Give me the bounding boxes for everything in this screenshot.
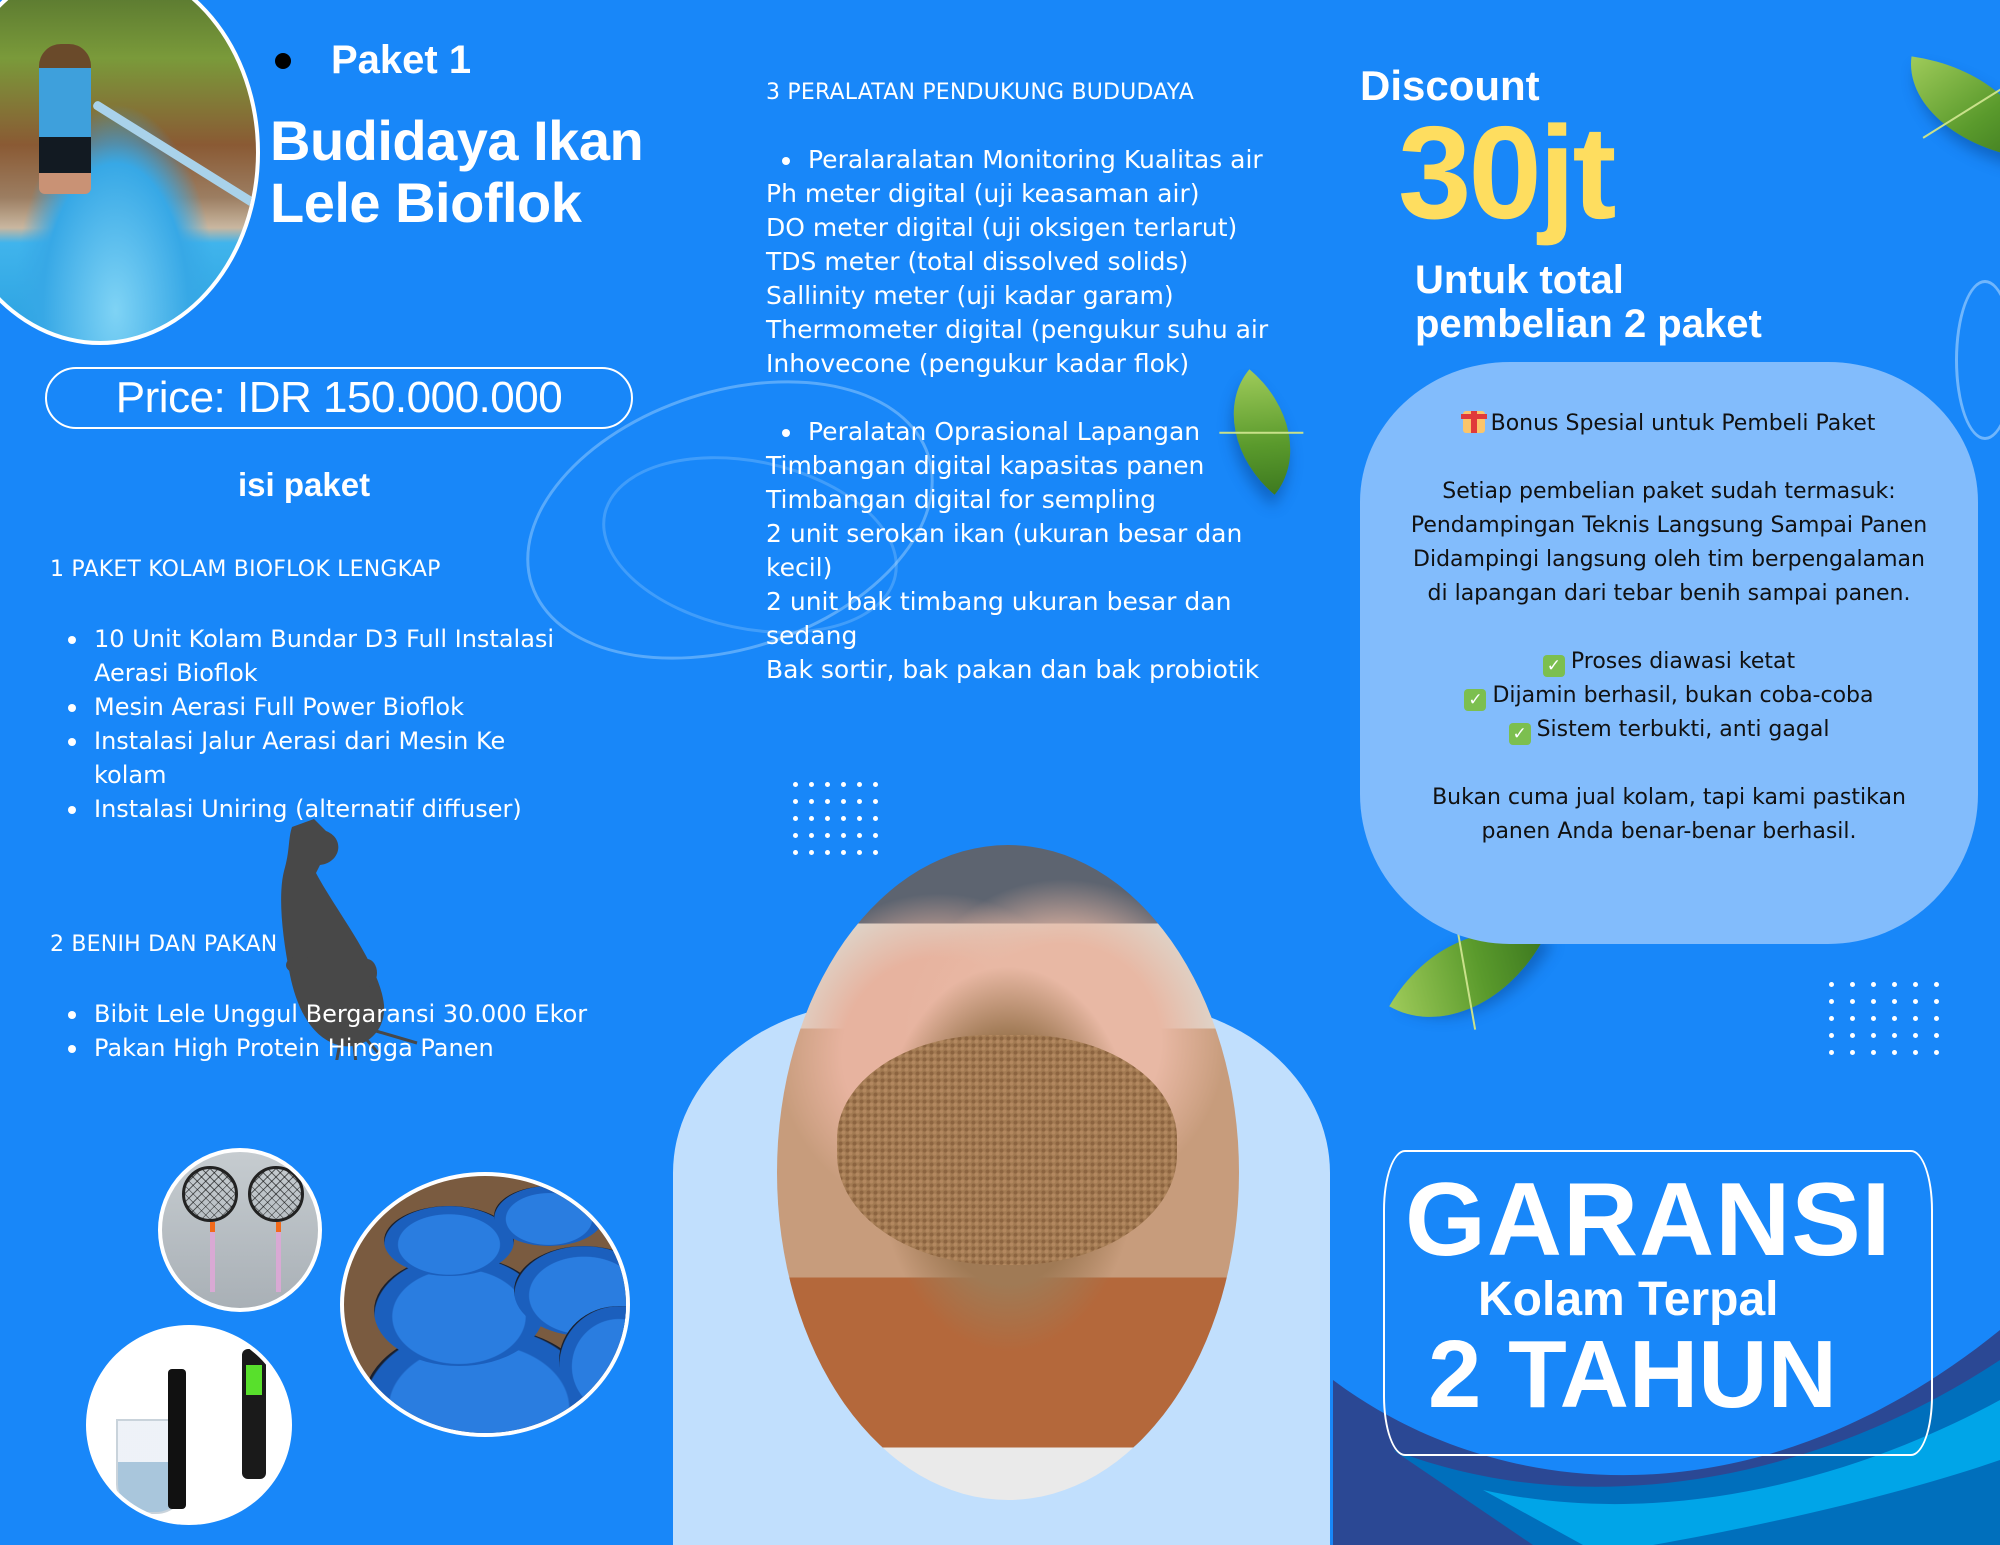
fish-nets-photo	[158, 1148, 322, 1312]
equipment-item: Inhovecone (pengukur kadar flok)	[766, 349, 1190, 378]
seed-feed-list	[50, 997, 590, 1065]
price-label: Price: IDR 150.000.000	[115, 373, 563, 422]
gift-icon	[1463, 411, 1485, 433]
pond-package-list	[50, 622, 570, 826]
discount-condition-line: pembelian 2 paket	[1415, 302, 1762, 346]
water-quality-meter-photo	[86, 1325, 292, 1525]
price-badge	[45, 367, 633, 429]
equipment-group-title: Peralatan Oprasional Lapangan	[766, 415, 1286, 449]
title-line: Budidaya Ikan	[270, 109, 644, 172]
equipment-item: Thermometer digital (pengukur suhu air	[766, 315, 1269, 344]
bonus-text: Didampingi langsung oleh tim berpengalaman	[1413, 547, 1925, 572]
bonus-card	[1360, 362, 1978, 944]
net-handle	[276, 1222, 281, 1292]
spacer	[1360, 441, 1978, 475]
bullet-icon	[275, 53, 291, 69]
meter-screen	[246, 1365, 262, 1395]
package-heading	[275, 38, 471, 83]
page-title	[270, 110, 643, 234]
equipment-item: Timbangan digital for sempling	[766, 485, 1157, 514]
bonus-title-text: Bonus Spesial untuk Pembeli Paket	[1490, 411, 1876, 436]
spacer	[1360, 611, 1978, 645]
package-label: Paket 1	[331, 38, 472, 82]
tarpaulin-tanks-photo	[340, 1172, 630, 1437]
list-item: Bibit Lele Unggul Bergaransi 30.000 Ekor	[50, 997, 590, 1031]
discount-amount: 30jt	[1398, 99, 1614, 246]
section-heading-equipment: 3 PERALATAN PENDUKUNG BUDUDAYA	[766, 80, 1194, 105]
tank	[494, 1186, 604, 1246]
feed-pellets	[837, 1035, 1177, 1265]
meter-probe	[168, 1369, 186, 1509]
equipment-item: DO meter digital (uji oksigen terlarut)	[766, 213, 1238, 242]
pool-cleaning-photo	[0, 0, 260, 345]
discount-condition-line: Untuk total	[1415, 258, 1624, 302]
net-handle	[210, 1222, 215, 1292]
section-heading-pond-package: 1 PAKET KOLAM BIOFLOK LENGKAP	[50, 557, 441, 582]
check-icon: ✓	[1464, 689, 1486, 711]
guarantee-title: GARANSI	[1405, 1162, 1892, 1278]
bonus-text: Pendampingan Teknis Langsung Sampai Panen	[1410, 513, 1928, 538]
spacer	[1360, 747, 1978, 781]
equipment-list	[766, 143, 1286, 687]
bonus-closing: Bukan cuma jual kolam, tapi kami pastikan	[1432, 785, 1906, 810]
check-text: Proses diawasi ketat	[1570, 649, 1796, 674]
bonus-title	[1360, 407, 1978, 441]
guarantee-duration: 2 TAHUN	[1428, 1321, 1837, 1428]
dot-pattern-decoration	[793, 782, 879, 855]
equipment-item: 2 unit serokan ikan (ukuran besar dan kecil)	[766, 519, 1243, 582]
bonus-check-item	[1360, 713, 1978, 747]
bonus-text: Setiap pembelian paket sudah termasuk:	[1442, 479, 1896, 504]
equipment-item: Sallinity meter (uji kadar garam)	[766, 281, 1174, 310]
net-ring	[182, 1166, 238, 1222]
spacer	[766, 381, 1286, 415]
dot-pattern-decoration	[1829, 982, 1940, 1055]
equipment-item: Timbangan digital kapasitas panen	[766, 451, 1205, 480]
check-text: Dijamin berhasil, bukan coba-coba	[1492, 683, 1874, 708]
net-ring	[248, 1166, 304, 1222]
leaf-decoration	[1900, 56, 2000, 158]
equipment-group-title: Peralaralatan Monitoring Kualitas air	[766, 143, 1286, 177]
equipment-item: Ph meter digital (uji keasaman air)	[766, 179, 1200, 208]
contents-heading: isi paket	[238, 466, 371, 503]
bonus-closing: panen Anda benar-benar berhasil.	[1481, 819, 1857, 844]
check-icon: ✓	[1543, 655, 1565, 677]
list-item: Instalasi Jalur Aerasi dari Mesin Ke kolam	[50, 724, 570, 792]
list-item: Instalasi Uniring (alternatif diffuser)	[50, 792, 570, 826]
person-figure	[39, 44, 91, 194]
fish-feed-pellets-photo	[777, 845, 1239, 1500]
section-heading-seed-feed: 2 BENIH DAN PAKAN	[50, 932, 278, 957]
guarantee-subtitle: Kolam Terpal	[1478, 1273, 1779, 1326]
bonus-check-item	[1360, 679, 1978, 713]
equipment-item: TDS meter (total dissolved solids)	[766, 247, 1189, 276]
equipment-item: Bak sortir, bak pakan dan bak probiotik	[766, 655, 1260, 684]
bonus-check-item	[1360, 645, 1978, 679]
check-icon: ✓	[1509, 723, 1531, 745]
equipment-item: 2 unit bak timbang ukuran besar dan sedang	[766, 587, 1232, 650]
bonus-text: di lapangan dari tebar benih sampai panen.	[1427, 581, 1911, 606]
list-item: Pakan High Protein Hingga Panen	[50, 1031, 590, 1065]
check-text: Sistem terbukti, anti gagal	[1536, 717, 1830, 742]
title-line: Lele Bioflok	[270, 171, 582, 234]
pool-pole	[92, 100, 258, 208]
discount-condition	[1415, 258, 1762, 346]
discount-label: Discount	[1360, 62, 1540, 109]
list-item: 10 Unit Kolam Bundar D3 Full Instalasi Aerasi Bioflok	[50, 622, 570, 690]
list-item: Mesin Aerasi Full Power Bioflok	[50, 690, 570, 724]
